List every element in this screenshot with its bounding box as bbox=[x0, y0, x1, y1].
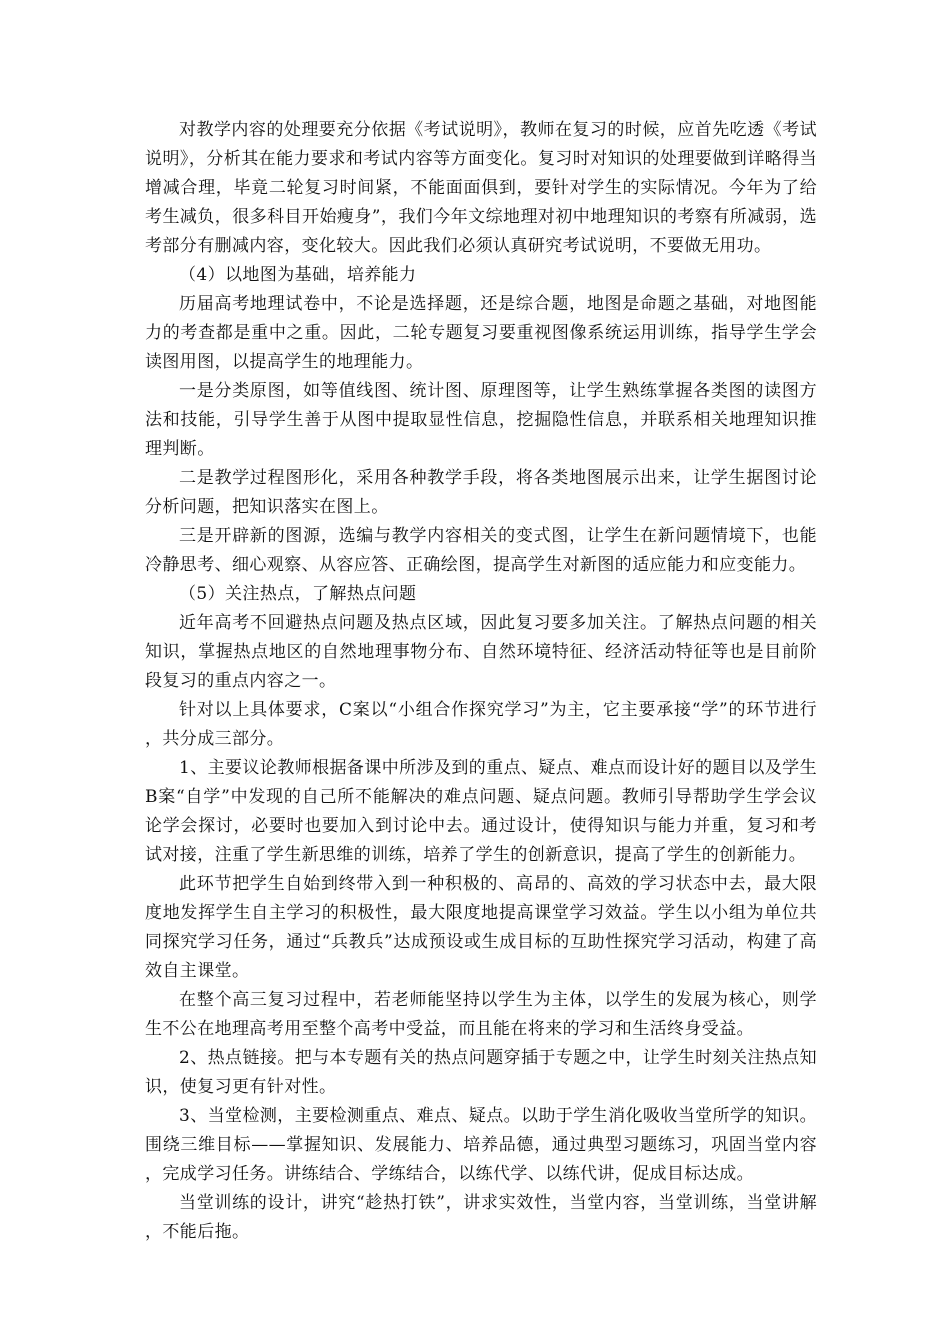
paragraph-new-map-sources: 三是开辟新的图源，选编与教学内容相关的变式图，让学生在新问题情境下，也能冷静思考、细心观察、从容应答、正确绘图，提高学生对新图的适应能力和应变能力。 bbox=[145, 526, 817, 575]
paragraph-in-class-test: 3、当堂检测，主要检测重点、难点、疑点。以助于学生消化吸收当堂所学的知识。围绕三维目标——掌握知识、发展能力、培养品德，通过典型习题练习，巩固当堂内容，完成学习任务。讲练结合、学练结合，以练代学、以练代讲，促成目标达成。 bbox=[145, 1106, 817, 1184]
paragraph-map-importance: 历届高考地理试卷中，不论是选择题，还是综合题，地图是命题之基础，对地图能力的考查都是重中之重。因此，二轮专题复习要重视图像系统运用训练，指导学生学会读图用图，以提高学生的地理能力。 bbox=[145, 294, 817, 372]
section-heading-hot-topics: （5）关注热点，了解热点问题 bbox=[179, 584, 417, 604]
paragraph-student-centered: 在整个高三复习过程中，若老师能坚持以学生为主体，以学生的发展为核心，则学生不公在地理高考用至整个高考中受益，而且能在将来的学习和生活终身受益。 bbox=[145, 990, 817, 1039]
paragraph-graphical-teaching: 二是教学过程图形化，采用各种教学手段，将各类地图展示出来，让学生据图讨论分析问题，把知识落实在图上。 bbox=[145, 468, 817, 517]
paragraph-hot-topics: 近年高考不回避热点问题及热点区域，因此复习要多加关注。了解热点问题的相关知识，掌握热点地区的自然地理事物分布、自然环境特征、经济活动特征等也是目前阶段复习的重点内容之一。 bbox=[145, 613, 817, 691]
paragraph-discussion: 1、主要议论教师根据备课中所涉及到的重点、疑点、难点而设计好的题目以及学生B案“自学”中发现的自己所不能解决的难点问题、疑点问题。教师引导帮助学生学会议论学会探讨，必要时也要加入到讨论中去。通过设计，使得知识与能力并重，复习和考试对接，注重了学生新思维的训练，培养了学生的创新意识，提高了学生的创新能力。 bbox=[145, 758, 817, 865]
paragraph-learning-state: 此环节把学生自始到终带入到一种积极的、高昂的、高效的学习状态中去，最大限度地发挥学生自主学习的积极性，最大限度地提高课堂学习效益。学生以小组为单位共同探究学习任务，通过“兵教兵”达成预设或生成目标的互助性探究学习活动，构建了高效自主课堂。 bbox=[145, 874, 817, 981]
paragraph-plan-c-intro: 针对以上具体要求，C案以“小组合作探究学习”为主，它主要承接“学”的环节进行，共分成三部分。 bbox=[145, 700, 817, 749]
paragraph-classify-maps: 一是分类原图，如等值线图、统计图、原理图等，让学生熟练掌握各类图的读图方法和技能，引导学生善于从图中提取显性信息，挖掘隐性信息，并联系相关地理知识推理判断。 bbox=[145, 381, 817, 459]
document-body bbox=[145, 116, 817, 1247]
paragraph-in-class-training: 当堂训练的设计，讲究“趁热打铁”，讲求实效性，当堂内容，当堂训练，当堂讲解，不能后拖。 bbox=[145, 1193, 817, 1242]
paragraph-exam-syllabus: 对教学内容的处理要充分依据《考试说明》，教师在复习的时候，应首先吃透《考试说明》，分析其在能力要求和考试内容等方面变化。复习时对知识的处理要做到详略得当增减合理，毕竟二轮复习时间紧，不能面面俱到，要针对学生的实际情况。今年为了给考生减负，很多科目开始瘦身”，我们今年文综地理对初中地理知识的考察有所减弱，选考部分有删减内容，变化较大。因此我们必须认真研究考试说明，不要做无用功。 bbox=[145, 120, 817, 256]
paragraph-hot-topic-links: 2、热点链接。把与本专题有关的热点问题穿插于专题之中，让学生时刻关注热点知识，使复习更有针对性。 bbox=[145, 1048, 817, 1097]
section-heading-maps: （4）以地图为基础，培养能力 bbox=[179, 265, 417, 285]
